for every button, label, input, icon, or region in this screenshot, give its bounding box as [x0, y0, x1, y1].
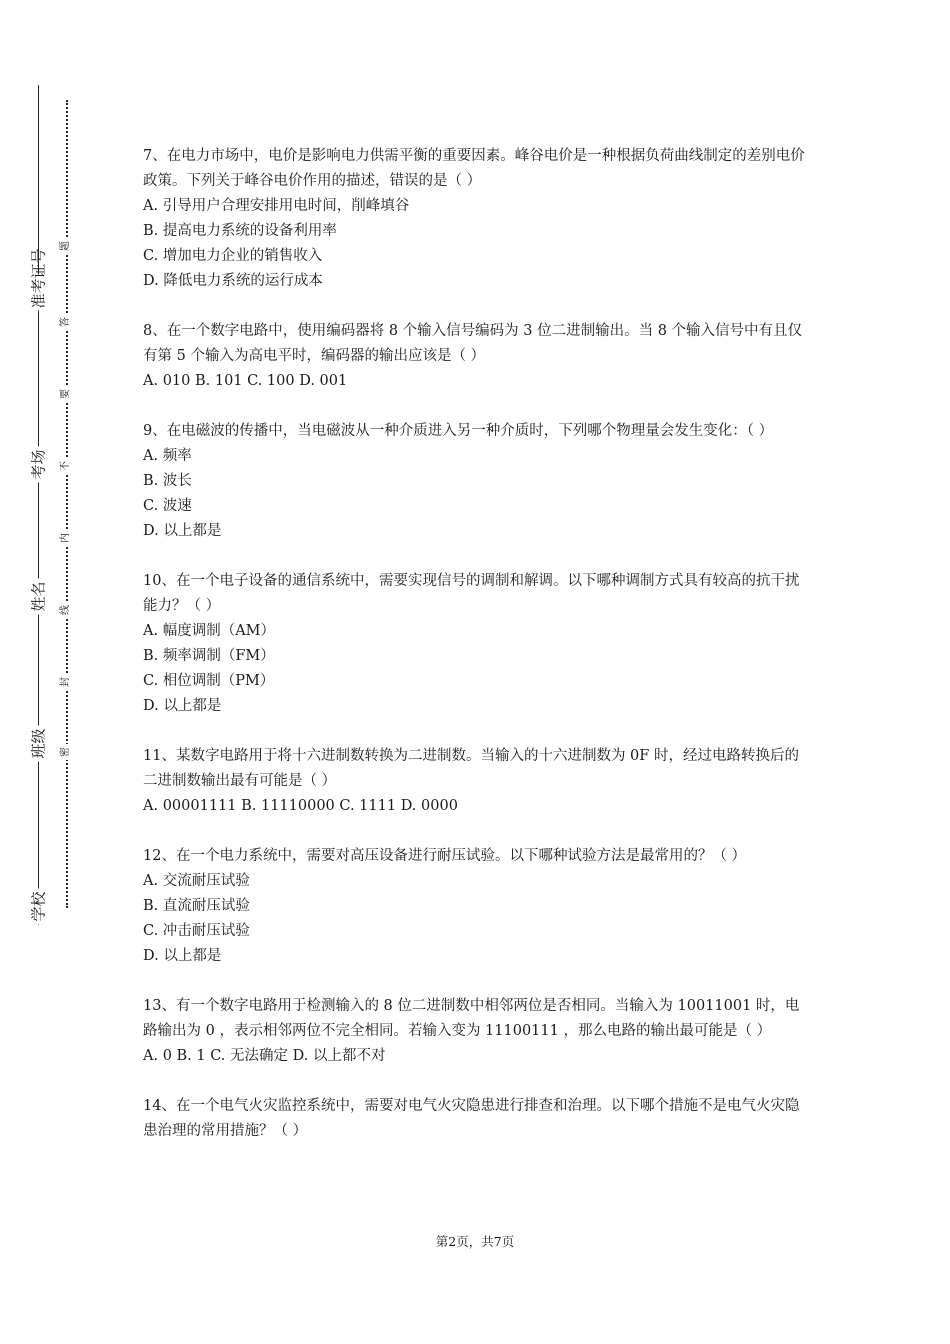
option-a: A. 引导用户合理安排用电时间，削峰填谷: [143, 198, 410, 214]
binding-margin: [0, 0, 110, 1344]
option-list: [143, 619, 808, 719]
inline-options: A. 010 B. 101 C. 100 D. 001: [143, 373, 348, 389]
question-stem: 9、在电磁波的传播中，当电磁波从一种介质进入另一种介质时，下列哪个物理量会发生变化：（ ）: [143, 423, 774, 439]
question-9: [143, 419, 808, 544]
option-d: D. 以上都是: [143, 523, 222, 539]
field-exam-room: 考场: [20, 454, 56, 475]
binding-dotted-line: [66, 100, 68, 908]
question-11: [143, 744, 808, 819]
question-stem: 10、在一个电子设备的通信系统中，需要实现信号的调制和解调。以下哪种调制方式具有较高的抗干扰能力？（ ）: [143, 573, 800, 614]
option-c: C. 增加电力企业的销售收入: [143, 248, 323, 264]
option-b: B. 频率调制（FM）: [143, 648, 275, 664]
option-b: B. 波长: [143, 473, 192, 489]
warning-char: 密: [58, 746, 74, 758]
inline-options: A. 00001111 B. 11110000 C. 1111 D. 0000: [143, 798, 458, 814]
option-c: C. 波速: [143, 498, 192, 514]
question-10: [143, 569, 808, 719]
option-d: D. 以上都是: [143, 698, 222, 714]
question-stem: 13、有一个数字电路用于检测输入的 8 位二进制数中相邻两位是否相同。当输入为 10011001 时，电路输出为 0 ，表示相邻两位不完全相同。若输入变为 11100111 ，那么电路的输出最可能是（ ）: [143, 998, 800, 1039]
option-b: B. 提高电力系统的设备利用率: [143, 223, 337, 239]
question-7: [143, 144, 808, 294]
page-footer: 第2页，共7页: [435, 1234, 515, 1249]
option-b: B. 直流耐压试验: [143, 898, 250, 914]
warning-char: 要: [58, 388, 74, 400]
inline-options: A. 0 B. 1 C. 无法确定 D. 以上都不对: [143, 1048, 386, 1064]
binding-solid-line: [38, 85, 39, 925]
field-exam-number: 准考证号: [29, 248, 48, 309]
warning-char: 答: [58, 316, 74, 328]
option-list: [143, 444, 808, 544]
option-c: C. 冲击耐压试验: [143, 923, 250, 939]
question-13: [143, 994, 808, 1069]
question-14: [143, 1094, 808, 1144]
field-class: 班级: [20, 733, 56, 754]
question-list: [143, 144, 808, 1169]
question-stem: 11、某数字电路用于将十六进制数转换为二进制数。当输入的十六进制数为 0F 时，经过电路转换后的二进制数输出最有可能是（ ）: [143, 748, 799, 789]
warning-char: 题: [58, 240, 74, 252]
question-stem: 8、在一个数字电路中，使用编码器将 8 个输入信号编码为 3 位二进制输出。当 8 个输入信号中有且仅有第 5 个输入为高电平时，编码器的输出应该是（ ）: [143, 323, 803, 364]
option-list: [143, 194, 808, 294]
option-a: A. 频率: [143, 448, 192, 464]
question-stem: 7、在电力市场中，电价是影响电力供需平衡的重要因素。峰谷电价是一种根据负荷曲线制定的差别电价政策。下列关于峰谷电价作用的描述，错误的是（ ）: [143, 148, 805, 189]
option-a: A. 交流耐压试验: [143, 873, 250, 889]
warning-char: 内: [58, 532, 74, 544]
warning-char: 封: [58, 676, 74, 688]
option-d: D. 以上都是: [143, 948, 222, 964]
question-stem: 14、在一个电气火灾监控系统中，需要对电气火灾隐患进行排查和治理。以下哪个措施不是电气火灾隐患治理的常用措施？（ ）: [143, 1098, 800, 1139]
field-name: 姓名: [20, 586, 56, 607]
question-12: [143, 844, 808, 969]
option-list: [143, 869, 808, 969]
warning-char: 线: [58, 604, 74, 616]
option-d: D. 降低电力系统的运行成本: [143, 273, 323, 289]
question-8: [143, 319, 808, 394]
option-c: C. 相位调制（PM）: [143, 673, 275, 689]
field-school: 学校: [20, 896, 56, 917]
question-stem: 12、在一个电力系统中，需要对高压设备进行耐压试验。以下哪种试验方法是最常用的？（ ）: [143, 848, 747, 864]
warning-char: 不: [58, 460, 74, 472]
option-a: A. 幅度调制（AM）: [143, 623, 276, 639]
